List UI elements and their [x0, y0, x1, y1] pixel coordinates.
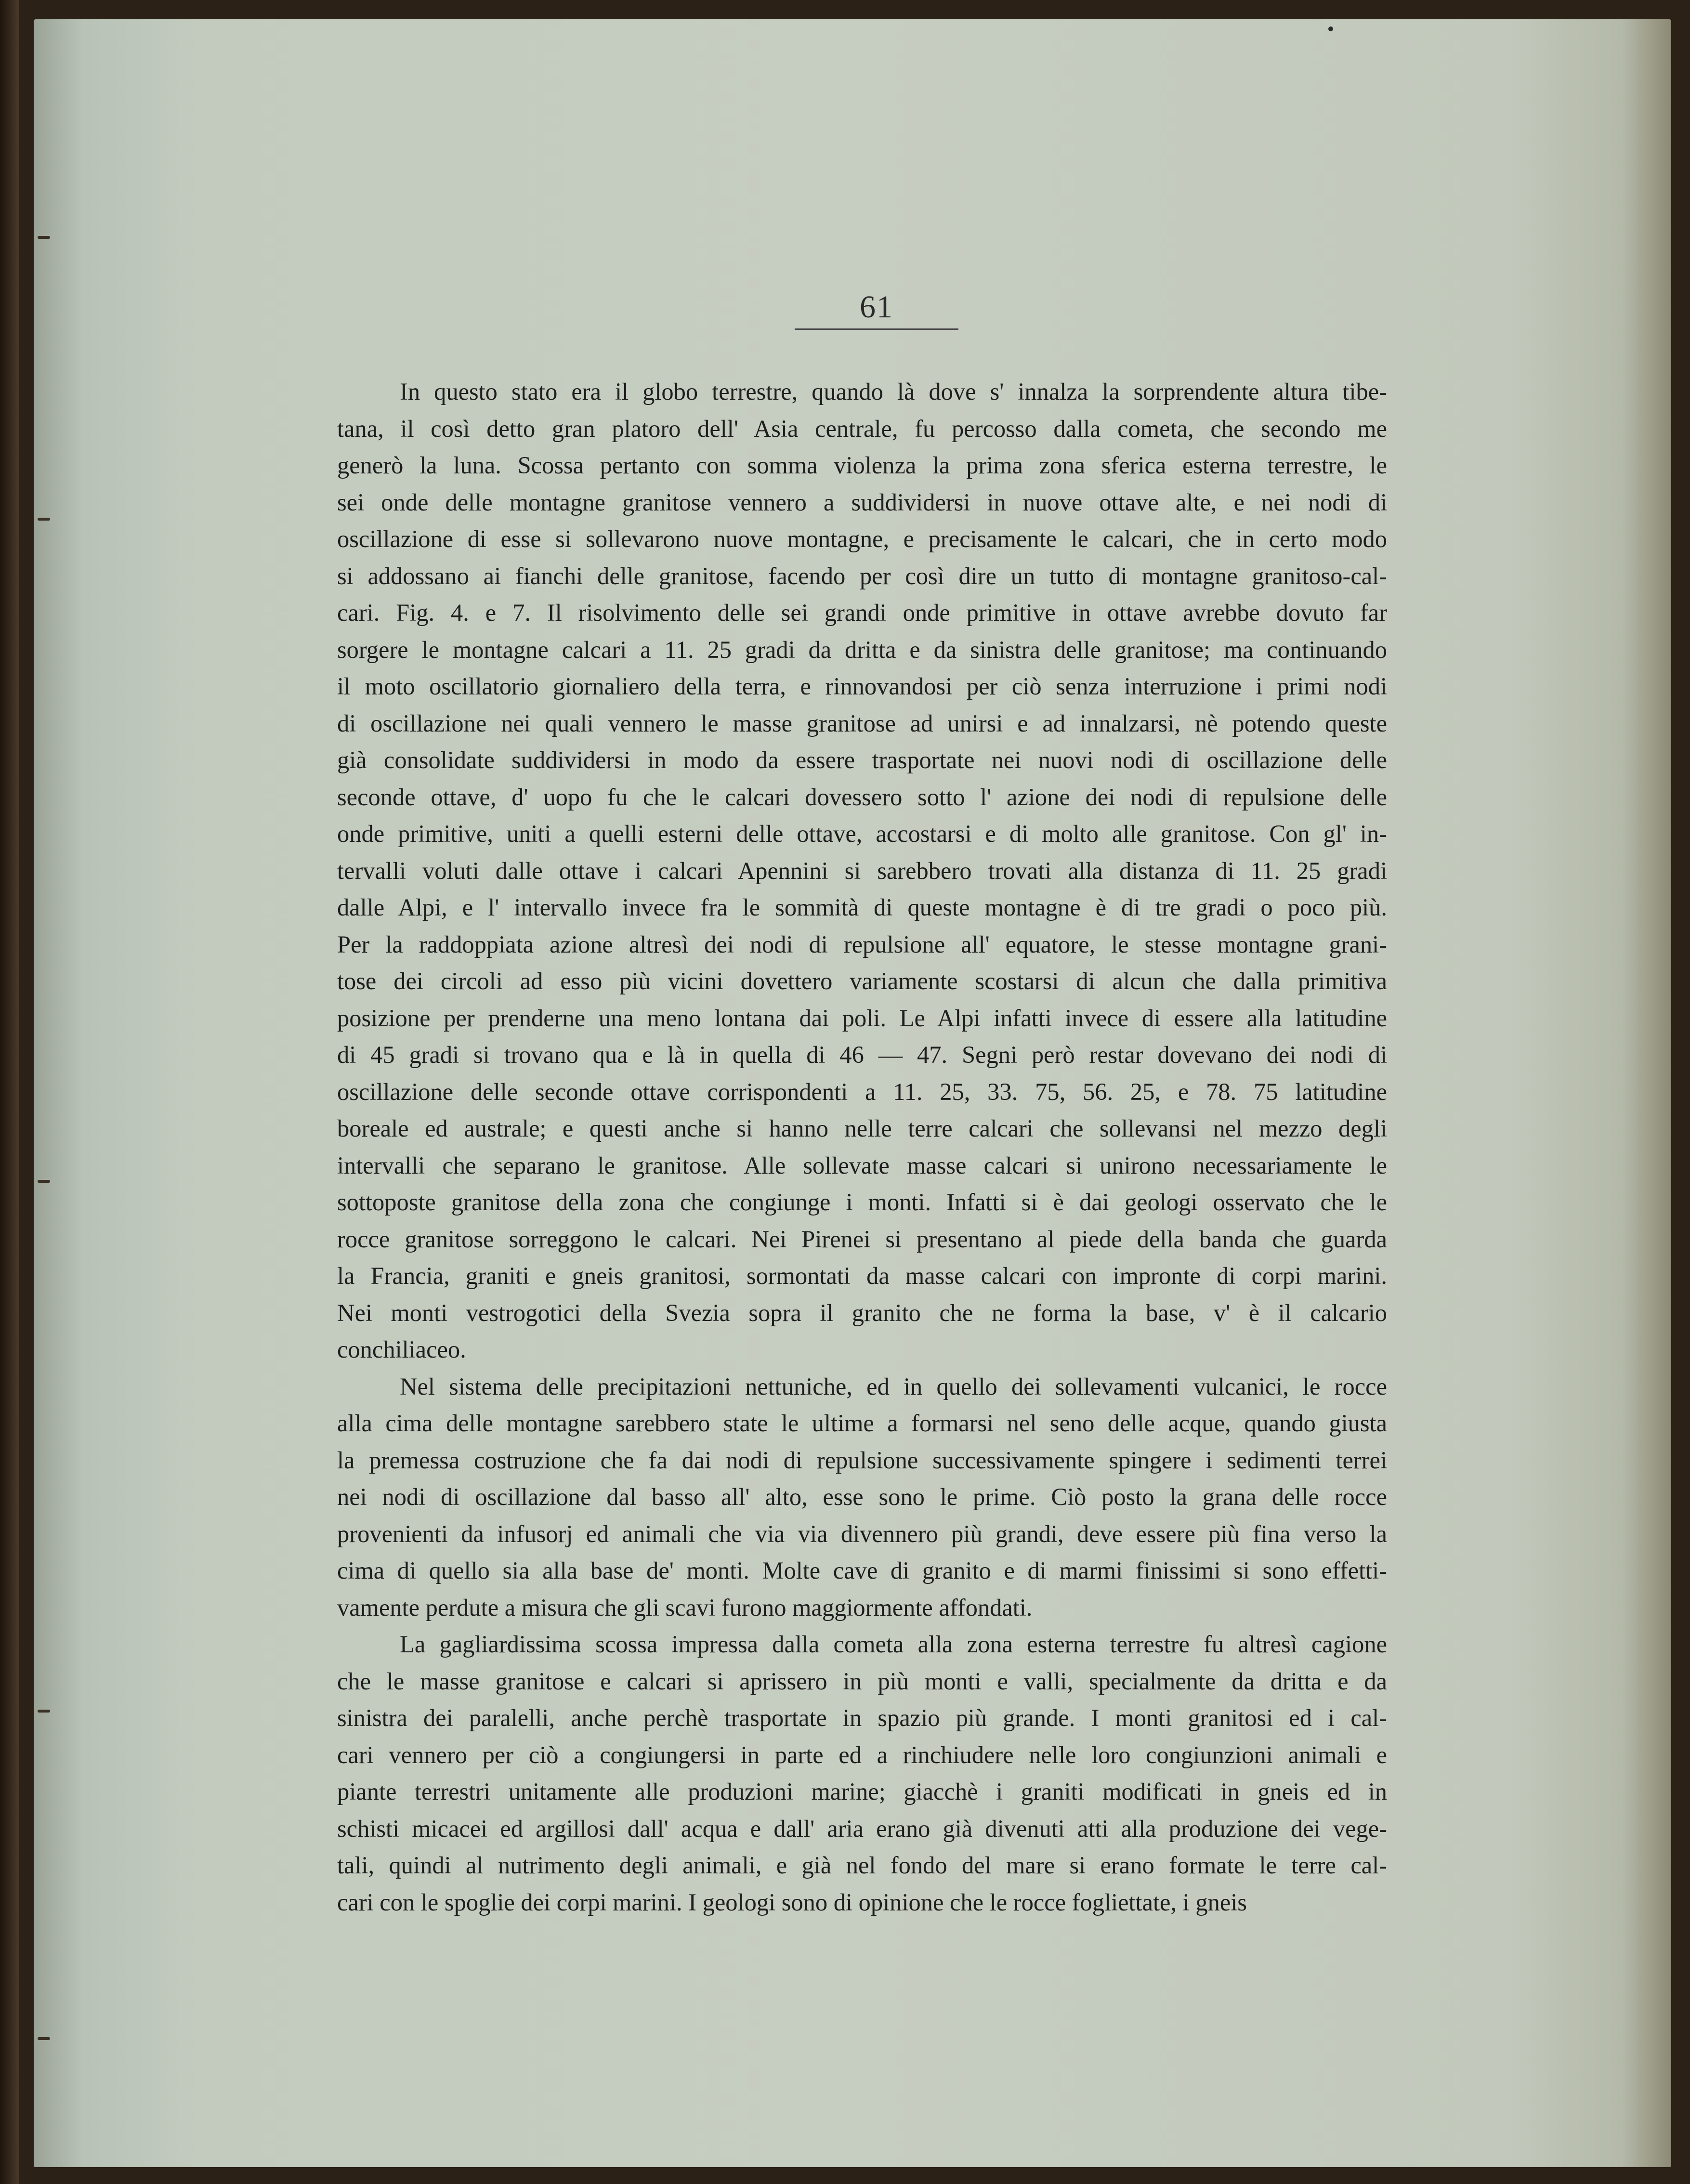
- text-line: provenienti da infusorj ed animali che via via divennero più grandi, deve essere più fina verso la: [337, 1520, 1387, 1547]
- text-line: rocce granitose sorreggono le calcari. Nei Pirenei si presentano al piede della banda che guarda: [337, 1225, 1387, 1253]
- text-line: oscillazione di esse si sollevarono nuove montagne, e precisamente le calcari, che in certo modo: [337, 525, 1387, 552]
- text-line: Nei monti vestrogotici della Svezia sopra il granito che ne forma la base, v' è il calcario: [337, 1299, 1387, 1326]
- text-line: nei nodi di oscillazione dal basso all' alto, esse sono le prime. Ciò posto la grana delle rocce: [337, 1483, 1387, 1510]
- text-line: boreale ed australe; e questi anche si hanno nelle terre calcari che sollevansi nel mezzo degli: [337, 1115, 1387, 1142]
- text-line: sinistra dei paralelli, anche perchè trasportate in spazio più grande. I monti granitosi ed i cal-: [337, 1704, 1387, 1731]
- text-line: tervalli voluti dalle ottave i calcari Apennini si sarebbero trovati alla distanza di 11. 25 gradi: [337, 857, 1387, 884]
- binding-stitch: [38, 236, 50, 239]
- text-line: oscillazione delle seconde ottave corrispondenti a 11. 25, 33. 75, 56. 25, e 78. 75 latitudine: [337, 1078, 1387, 1105]
- ink-speck: [1328, 26, 1333, 31]
- text-line: già consolidate suddividersi in modo da essere trasportate nei nuovi nodi di oscillazione delle: [337, 746, 1387, 773]
- text-line: si addossano ai fianchi delle granitose, facendo per così dire un tutto di montagne granitoso-cal-: [337, 562, 1387, 589]
- book-binding-edge: [0, 0, 19, 2184]
- text-line: di 45 gradi si trovano qua e là in quella di 46 — 47. Segni però restar dovevano dei nodi di: [337, 1041, 1387, 1068]
- binding-stitch: [38, 2037, 50, 2040]
- paragraph: [337, 373, 1387, 1368]
- text-line: che le masse granitose e calcari si aprissero in più monti e valli, specialmente da dritta e da: [337, 1667, 1387, 1695]
- text-line: tana, il così detto gran platoro dell' Asia centrale, fu percosso dalla cometa, che secondo me: [337, 415, 1387, 442]
- text-line: sottoposte granitose della zona che congiunge i monti. Infatti si è dai geologi osservato che le: [337, 1189, 1387, 1216]
- text-line: onde primitive, uniti a quelli esterni delle ottave, accostarsi e di molto alle granitose. Con gl' in-: [337, 820, 1387, 847]
- text-line: Per la raddoppiata azione altresì dei nodi di repulsione all' equatore, le stesse montagne grani-: [337, 930, 1387, 958]
- text-line: cari con le spoglie dei corpi marini. I geologi sono di opinione che le rocce fogliettate, i gneis: [337, 1888, 1247, 1916]
- paragraph: [337, 1626, 1387, 1921]
- header-rule: [795, 328, 958, 330]
- text-line: La gagliardissima scossa impressa dalla cometa alla zona esterna terrestre fu altresì cagione: [400, 1631, 1387, 1658]
- page-number: 61: [860, 289, 893, 325]
- text-line: schisti micacei ed argillosi dall' acqua e dall' aria erano già divenuti atti alla produzione dei vege-: [337, 1815, 1387, 1842]
- text-line: posizione per prenderne una meno lontana dai poli. Le Alpi infatti invece di essere alla latitudine: [337, 1004, 1387, 1032]
- text-line: cari. Fig. 4. e 7. Il risolvimento delle sei grandi onde primitive in ottave avrebbe dovuto far: [337, 599, 1387, 626]
- text-line: sorgere le montagne calcari a 11. 25 gradi da dritta e da sinistra delle granitose; ma continuando: [337, 636, 1387, 663]
- page-header: [790, 289, 963, 330]
- text-line: seconde ottave, d' uopo fu che le calcari dovessero sotto l' azione dei nodi di repulsione delle: [337, 783, 1387, 811]
- text-line: il moto oscillatorio giornaliero della terra, e rinnovandosi per ciò senza interruzione i primi nodi: [337, 673, 1387, 700]
- text-line: In questo stato era il globo terrestre, quando là dove s' innalza la sorprendente altura tibe-: [400, 378, 1387, 405]
- text-line: alla cima delle montagne sarebbero state le ultime a formarsi nel seno delle acque, quando giusta: [337, 1410, 1387, 1437]
- text-line: piante terrestri unitamente alle produzioni marine; giacchè i graniti modificati in gneis ed in: [337, 1778, 1387, 1805]
- text-line: cari vennero per ciò a congiungersi in parte ed a rinchiudere nelle loro congiunzioni animali e: [337, 1741, 1387, 1768]
- paragraph: [337, 1368, 1387, 1626]
- text-line: conchiliaceo.: [337, 1336, 466, 1363]
- text-line: vamente perdute a misura che gli scavi furono maggiormente affondati.: [337, 1594, 1033, 1621]
- binding-stitch: [38, 518, 50, 521]
- text-line: la Francia, graniti e gneis granitosi, sormontati da masse calcari con impronte di corpi marini.: [337, 1262, 1387, 1289]
- binding-stitch: [38, 1180, 50, 1183]
- text-line: di oscillazione nei quali vennero le masse granitose ad unirsi e ad innalzarsi, nè potendo queste: [337, 709, 1387, 737]
- text-line: sei onde delle montagne granitose vennero a suddividersi in nuove ottave alte, e nei nodi di: [337, 488, 1387, 516]
- text-line: cima di quello sia alla base de' monti. Molte cave di granito e di marmi finissimi si sono effetti-: [337, 1557, 1387, 1584]
- text-line: la premessa costruzione che fa dai nodi di repulsione successivamente spingere i sedimenti terrei: [337, 1446, 1387, 1474]
- text-line: intervalli che separano le granitose. Alle sollevate masse calcari si unirono necessariamente le: [337, 1151, 1387, 1179]
- text-line: generò la luna. Scossa pertanto con somma violenza la prima zona sferica esterna terrestre, le: [337, 452, 1387, 479]
- text-line: dalle Alpi, e l' intervallo invece fra le sommità di queste montagne è di tre gradi o poco più.: [337, 894, 1387, 921]
- text-line: tali, quindi al nutrimento degli animali, e già nel fondo del mare si erano formate le terre cal-: [337, 1852, 1387, 1879]
- text-line: tose dei circoli ad esso più vicini dovettero variamente scostarsi di alcun che dalla primitiva: [337, 968, 1387, 994]
- text-line: Nel sistema delle precipitazioni nettuniche, ed in quello dei sollevamenti vulcanici, le rocce: [400, 1373, 1387, 1400]
- body-text: [337, 373, 1387, 1921]
- binding-stitch: [38, 1710, 50, 1713]
